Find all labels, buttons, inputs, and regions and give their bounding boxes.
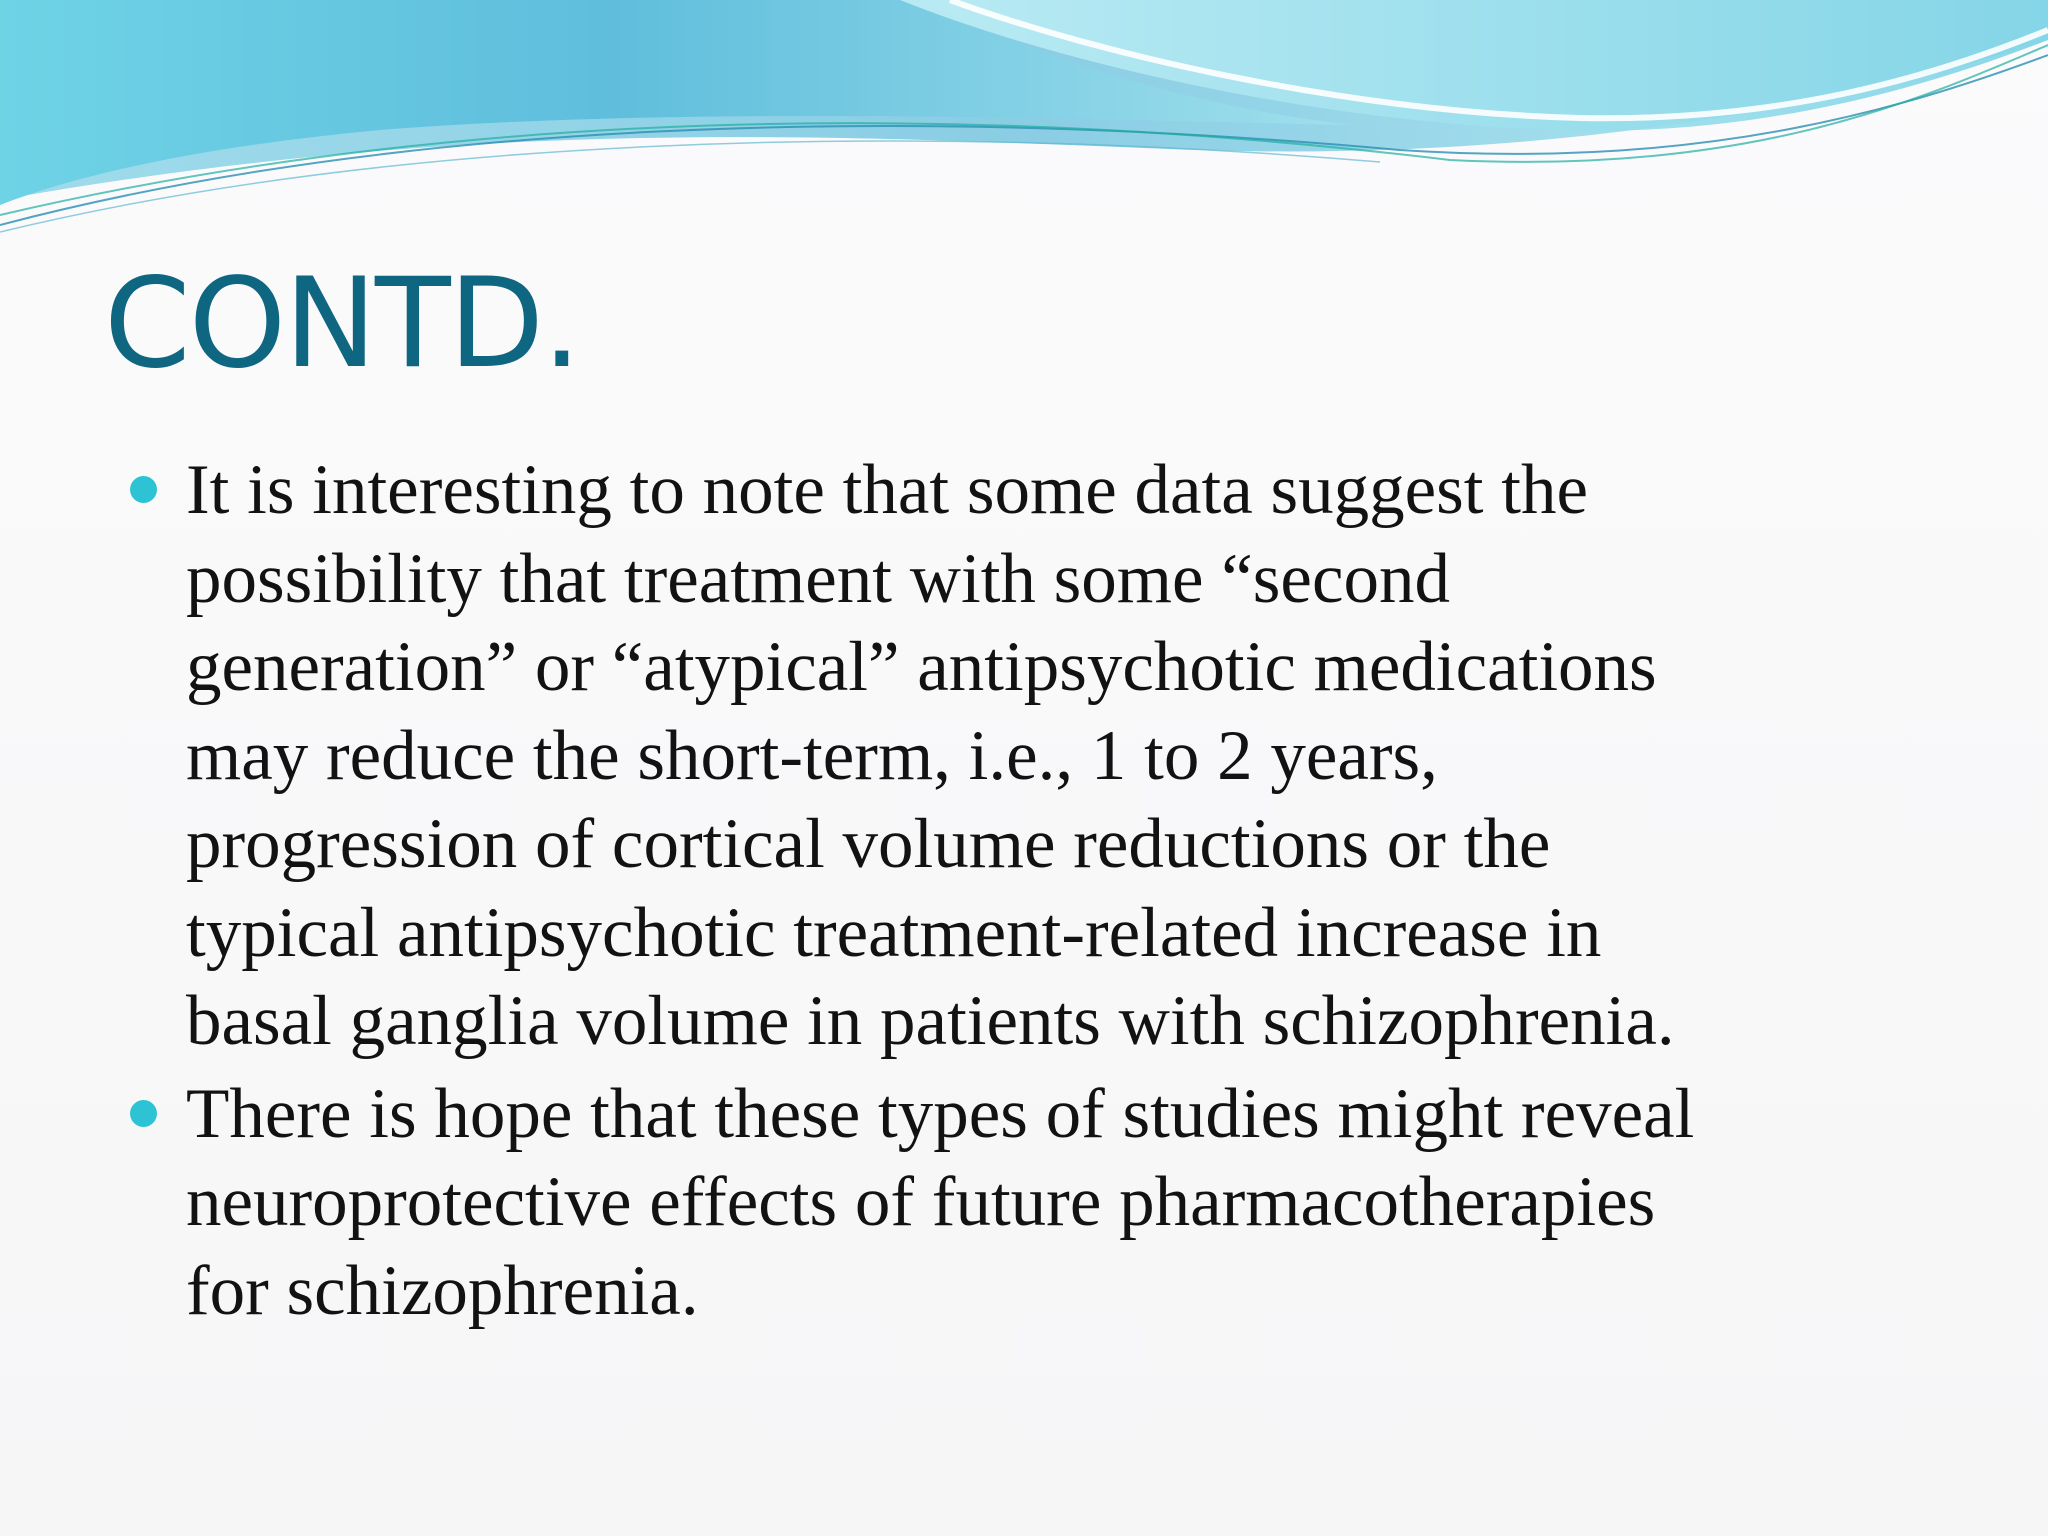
- bullet-dot-icon: [130, 476, 157, 503]
- bullet-line: progression of cortical volume reductions or the: [186, 805, 1551, 883]
- bullet-line: generation” or “atypical” antipsychotic medications: [186, 628, 1657, 706]
- bullet-line: It is interesting to note that some data suggest the: [186, 451, 1588, 529]
- bullet-line: typical antipsychotic treatment-related increase in: [186, 893, 1602, 972]
- bullet-line: possibility that treatment with some “second: [186, 539, 1450, 618]
- bullet-list: [130, 446, 1930, 1339]
- bullet-item: [130, 1070, 1930, 1336]
- bullet-line: basal ganglia volume in patients with schizophrenia.: [186, 982, 1675, 1060]
- bullet-dot-icon: [130, 1100, 157, 1127]
- header-wave-decoration: [0, 0, 2048, 240]
- bullet-item: [130, 446, 1930, 1066]
- slide-title: CONTD.: [104, 252, 580, 396]
- bullet-line: neuroprotective effects of future pharmacotherapies: [186, 1163, 1656, 1241]
- bullet-line: may reduce the short-term, i.e., 1 to 2 years,: [186, 716, 1438, 795]
- bullet-line: for schizophrenia.: [186, 1251, 699, 1330]
- bullet-line: There is hope that these types of studies might reveal: [186, 1074, 1695, 1153]
